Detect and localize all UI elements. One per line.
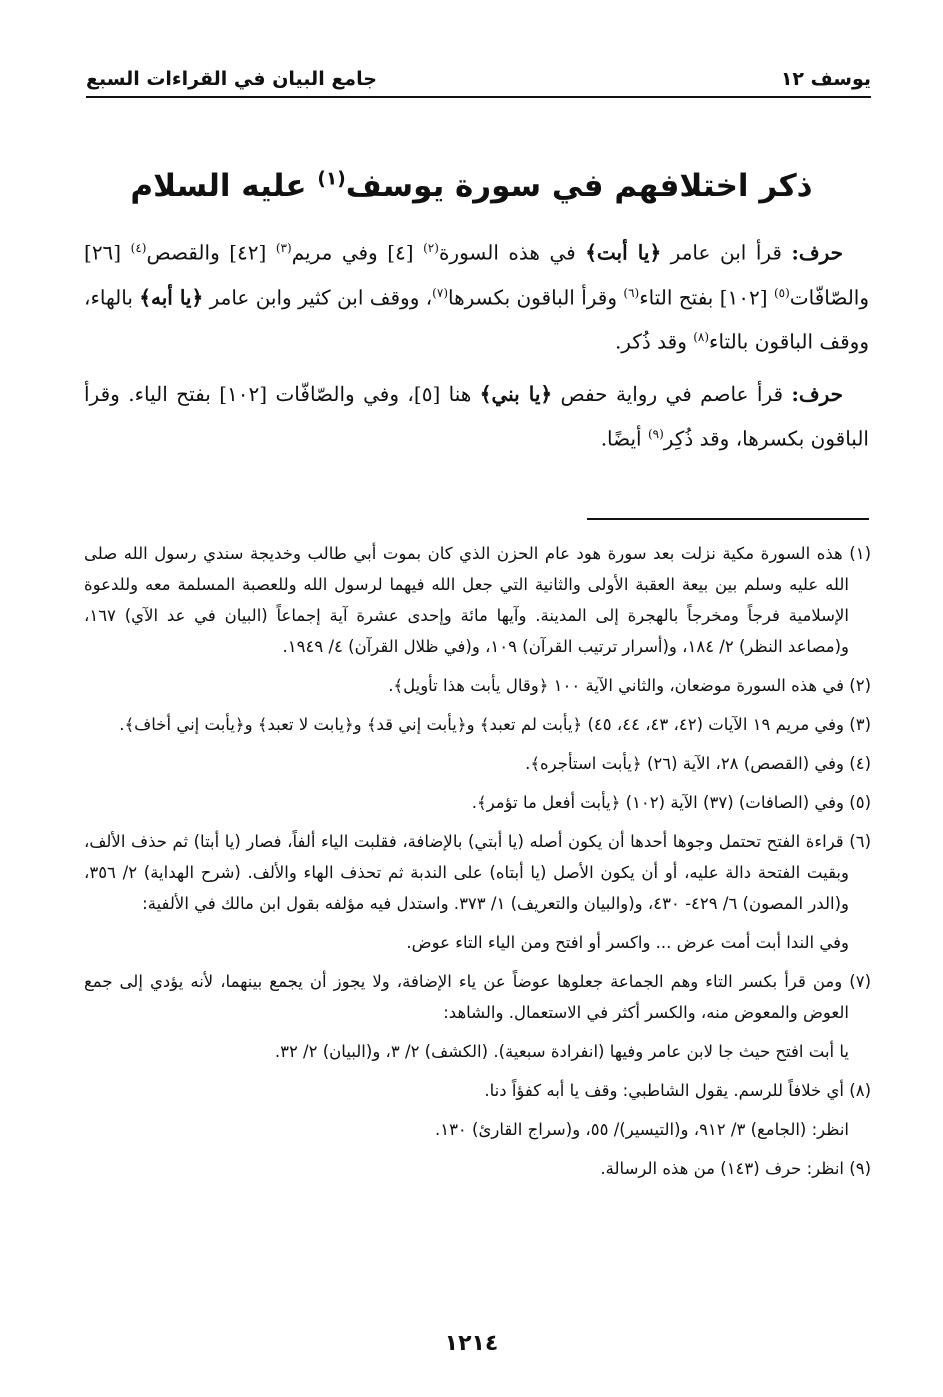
footnote-marker: (٩): [647, 426, 664, 441]
paragraph-lead: حرف:: [791, 381, 843, 406]
footnote-marker: (٦): [623, 285, 640, 300]
header-book-title: جامع البيان في القراءات السبع: [86, 68, 377, 90]
quran-quote: ﴿يا أبه﴾: [139, 285, 204, 310]
section-title: [80, 168, 863, 204]
footnote-8: (٨) أي خلافاً للرسم. يقول الشاطبي: وقف يا أبه كفؤاً دنا.: [484, 1081, 871, 1100]
footnote-5: (٥) وفي (الصافات) (٣٧) الآية (١٠٢) ﴿يأبت أفعل ما تؤمر﴾.: [471, 793, 871, 812]
paragraph-1: [84, 228, 869, 362]
page-number: ١٢١٤: [444, 1331, 499, 1356]
paragraph-lead: حرف:: [791, 240, 844, 265]
footnote-7: (٧) ومن قرأ بكسر التاء وهم الجماعة جعلوها عوضاً عن ياء الإضافة، ولا يجوز أن يجمع بينهما، لأنه يؤدي إلى جمع العوض والمعوض منه، والكسر أكثر في الاستعمال. والشاهد:: [84, 972, 871, 1022]
text-run: [٤] وفي مريم: [291, 240, 424, 265]
text-run: قرأ ابن عامر: [661, 240, 792, 265]
footnote-4: (٤) وفي (القصص) ٢٨، الآية (٢٦) ﴿يأبت استأجره﴾.: [525, 754, 871, 773]
text-run: [٢٦] والصّافّات: [84, 240, 870, 310]
main-text: [84, 228, 869, 471]
footnote-7-verse: يا أبت افتح حيث جا لابن عامر وفيها (انفرادة سبعية). (الكشف) ٢/ ٣، و(البيان) ٢/ ٣٢.: [274, 1042, 849, 1061]
footnotes: [84, 538, 871, 1192]
text-run: هنا [٥]، وفي والصّافّات [١٠٢] بفتح الياء. وقرأ الباقون بكسرها، وقد ذُكِر: [84, 381, 869, 451]
footnote-marker: (٤): [130, 241, 147, 255]
text-run: في هذه السورة: [438, 240, 586, 265]
footnote-1: (١) هذه السورة مكية نزلت بعد سورة هود عام الحزن الذي كان بموت أبي طالب وخديجة سندي رسول الله صلى الله عليه وسلم بين بيعة العقبة الأولى والثانية التي جعل الله فيهما لرسول الله وللعصبة المسلمة معه وللدعوة الإسلامية فرجاً ومخرجاً بالهجرة إلى المدينة. وآيها مائة وإحدى عشرة آية إجماعاً (البيان في عد الآي) ١٦٧، و(مصاعد النظر) ٢/ ١٨٤، و(أسرار ترتيب القرآن) ١٠٩، و(في ظلال القرآن) ٤/ ١٩٤٩.: [84, 544, 871, 656]
footnote-2: (٢) في هذه السورة موضعان، والثاني الآية ١٠٠ ﴿وقال يأبت هذا تأويل﴾.: [388, 676, 871, 695]
footnote-8-reference: انظر: (الجامع) ٣/ ٩١٢، و(التيسير)/ ٥٥، و(سراج القارئ) ١٣٠.: [434, 1120, 849, 1139]
header-surah: يوسف ١٢: [780, 68, 871, 90]
footnote-6: (٦) قراءة الفتح تحتمل وجوها أحدها أن يكون أصله (يا أبتي) بالإضافة، فقلبت الياء ألفاً، فصار (يا أبتا) ثم حذف الألف، وبقيت الفتحة دالة عليه، أو أن يكون الأصل (يا أبتاه) على الندبة ثم تحذف الهاء والألف. (شرح الهداية) ٢/ ٣٥٦، و(الدر المصون) ٦/ ٤٢٩- ٤٣٠، و(والبيان والتعريف) ١/ ٣٧٣. واستدل فيه مؤلفه بقول ابن مالك في الألفية:: [84, 832, 871, 913]
section-title-text: ذكر اختلافهم في سورة يوسف: [345, 168, 813, 204]
footnote-3: (٣) وفي مريم ١٩ الآيات (٤٢، ٤٣، ٤٤، ٤٥) ﴿يأبت لم تعبد﴾ و﴿يأبت إني قد﴾ و﴿يابت لا تعبد﴾ و﴿يأبت إني أخاف﴾.: [119, 715, 871, 734]
text-run: وقرأ الباقون بكسرها: [448, 285, 624, 310]
footnote-marker: (١): [317, 168, 346, 190]
footnote-marker: (٥): [773, 285, 790, 300]
section-title-suffix: عليه السلام: [130, 168, 318, 204]
text-run: [١٠٢] بفتح التاء: [639, 285, 774, 310]
text-run: أيضًا.: [600, 426, 648, 451]
footnote-6-verse: وفي الندا أبت أمت عرض ... واكسر أو افتح ومن الياء التاء عوض.: [406, 933, 849, 952]
footnote-separator: [587, 518, 869, 520]
footnote-marker: (٨): [693, 330, 710, 345]
paragraph-2: [84, 374, 869, 459]
text-run: بالهاء، ووقف الباقون بالتاء: [84, 285, 869, 354]
quran-quote: ﴿يا أبت﴾: [585, 240, 662, 265]
text-run: ، ووقف ابن كثير وابن عامر: [203, 285, 433, 310]
footnote-marker: (٣): [275, 241, 292, 255]
footnote-marker: (٢): [423, 241, 439, 255]
footnote-marker: (٧): [432, 285, 448, 300]
text-run: وقد ذُكر.: [614, 329, 694, 354]
footnote-9: (٩) انظر: حرف (١٤٣) من هذه الرسالة.: [600, 1159, 871, 1178]
text-run: [٤٢] والقصص: [146, 240, 276, 265]
quran-quote: ﴿يا بني﴾: [479, 381, 553, 406]
text-run: قرأ عاصم في رواية حفص: [552, 381, 792, 406]
running-header: [86, 58, 871, 98]
